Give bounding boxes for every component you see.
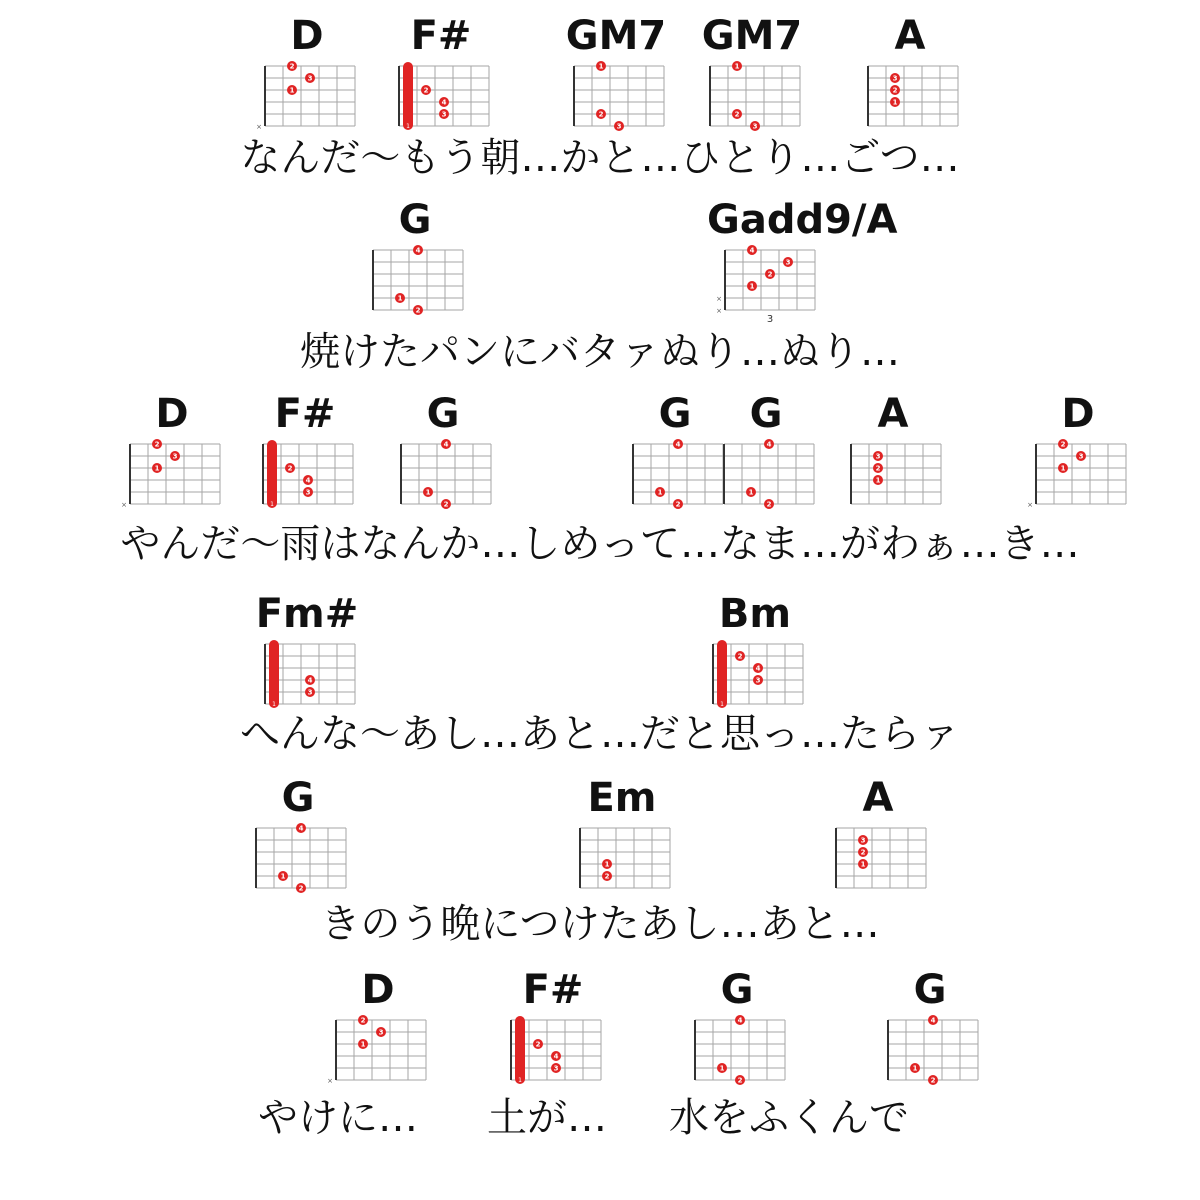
chord-name: D [1061,391,1095,437]
chord-name: GM7 [565,13,667,59]
mute-mark: × [1027,501,1033,509]
lyric-line: やんだ〜雨はなんか…しめって…なま…がわぁ…き… [120,521,1080,567]
chord-name: G [720,967,754,1013]
finger-label: 3 [755,676,761,685]
finger-label: 3 [441,110,447,119]
finger-label: 2 [737,1076,743,1085]
finger-label: 1 [360,1040,366,1049]
chord-D [247,14,367,132]
chord-diagram [566,62,666,132]
finger-label: 4 [749,246,755,255]
finger-label: 4 [307,676,313,685]
lyric-line: 焼けたパンにバタァぬり…ぬり… [300,329,900,375]
finger-label: 1 [598,62,604,71]
fret-number-label: 3 [766,314,774,325]
finger-label: 3 [1078,452,1084,461]
finger-label: 1 [657,488,663,497]
chord-diagram [255,440,355,510]
chord-diagram [122,440,222,510]
mute-mark: × [256,123,262,131]
finger-label: 1 [892,98,898,107]
chord-diagram [843,440,943,510]
chord-diagram [1028,440,1128,510]
chord-G [706,392,826,510]
chord-name: F# [410,13,472,59]
chord-diagram [503,1016,603,1086]
finger-label: 2 [289,62,295,71]
chord-diagram [716,440,816,510]
chord-D [318,968,438,1086]
finger-label: 3 [553,1064,559,1073]
finger-label: 2 [767,270,773,279]
finger-label: 2 [360,1016,366,1025]
chord-name: F# [522,967,584,1013]
finger-label: 1 [860,860,866,869]
barre-finger-label: 1 [518,1077,522,1084]
finger-label: 4 [755,664,761,673]
chord-name: Fm# [255,591,359,637]
finger-label: 2 [860,848,866,857]
chord-name: D [155,391,189,437]
chord-diagram [572,824,672,894]
lyric-line: へんな〜あし…あと…だと思っ…たらァ [240,711,960,757]
chord-Fsharp [493,968,613,1086]
barre-finger-label: 1 [720,701,724,708]
chord-name: G [426,391,460,437]
lyric-segment: 土が… [487,1095,607,1141]
chord-diagram [257,640,357,710]
chord-diagram [860,62,960,132]
finger-label: 3 [785,258,791,267]
chord-G [355,198,475,316]
chord-Bm [695,592,815,710]
finger-label: 3 [752,122,758,131]
barre-bar [515,1016,525,1084]
mute-mark: × [327,1077,333,1085]
finger-label: 1 [280,872,286,881]
chord-diagram [687,1016,787,1086]
barre-finger-label: 1 [272,701,276,708]
finger-label: 3 [307,74,313,83]
finger-label: 1 [289,86,295,95]
finger-label: 1 [154,464,160,473]
chord-diagram [328,1016,428,1086]
finger-label: 2 [287,464,293,473]
finger-label: 4 [930,1016,936,1025]
finger-label: 2 [443,500,449,509]
chord-Fsharp [381,14,501,132]
chord-D [1018,392,1138,510]
chord-diagram [393,440,493,510]
finger-label: 1 [749,282,755,291]
finger-label: 3 [307,688,313,697]
chord-diagram [391,62,491,132]
finger-label: 2 [1060,440,1066,449]
barre-finger-label: 1 [270,501,274,508]
finger-label: 1 [719,1064,725,1073]
finger-label: 3 [172,452,178,461]
finger-label: 1 [875,476,881,485]
lyric-line: なんだ〜もう朝…かと…ひとり…ごつ… [240,135,960,181]
finger-label: 2 [415,306,421,315]
chord-Fsharp [245,392,365,510]
finger-label: 2 [930,1076,936,1085]
lyric-segment: やけに… [258,1095,418,1141]
finger-label: 1 [425,488,431,497]
finger-label: 2 [535,1040,541,1049]
chord-name: Bm [718,591,792,637]
finger-label: 1 [397,294,403,303]
chord-name: G [913,967,947,1013]
chord-G [870,968,990,1086]
finger-label: 2 [423,86,429,95]
finger-label: 4 [443,440,449,449]
finger-label: 1 [1060,464,1066,473]
chord-diagram [828,824,928,894]
finger-label: 2 [875,464,881,473]
chord-A [833,392,953,510]
chord-G [238,776,358,894]
mute-mark: × [716,295,722,303]
chord-Gadd9A [707,197,898,326]
finger-label: 2 [598,110,604,119]
chord-A [818,776,938,894]
barre-bar [403,62,413,130]
barre-finger-label: 1 [406,123,410,130]
chord-name: GM7 [701,13,803,59]
finger-label: 2 [675,500,681,509]
finger-label: 2 [892,86,898,95]
chord-diagram [705,640,805,710]
finger-label: 2 [604,872,610,881]
finger-label: 4 [305,476,311,485]
finger-label: 1 [912,1064,918,1073]
finger-label: 1 [748,488,754,497]
chord-Em [562,776,682,894]
chord-diagram [880,1016,980,1086]
chord-diagram [702,62,802,132]
chord-GM7 [692,14,812,132]
chord-diagram [365,246,465,316]
chord-A [850,14,970,132]
chord-diagram [248,824,348,894]
mute-mark: × [121,501,127,509]
chord-name: G [398,197,432,243]
chord-name: G [658,391,692,437]
finger-label: 2 [734,110,740,119]
chord-diagram [717,246,817,326]
chord-name: Gadd9/A [707,197,898,243]
finger-label: 4 [553,1052,559,1061]
finger-label: 3 [875,452,881,461]
finger-label: 2 [298,884,304,893]
chord-GM7 [556,14,676,132]
finger-label: 3 [378,1028,384,1037]
chord-name: D [290,13,324,59]
finger-label: 3 [892,74,898,83]
chord-name: Em [587,775,657,821]
finger-label: 4 [675,440,681,449]
chord-name: A [862,775,894,821]
finger-label: 4 [737,1016,743,1025]
barre-bar [717,640,727,708]
chord-Fmsharp [247,592,367,710]
chord-G [677,968,797,1086]
finger-label: 4 [441,98,447,107]
finger-label: 4 [766,440,772,449]
finger-label: 2 [766,500,772,509]
finger-label: 2 [737,652,743,661]
finger-label: 1 [734,62,740,71]
chord-name: F# [274,391,336,437]
finger-label: 3 [616,122,622,131]
finger-label: 1 [604,860,610,869]
chord-name: G [749,391,783,437]
barre-bar [267,440,277,508]
mute-mark: × [716,307,722,315]
chord-diagram [257,62,357,132]
finger-label: 4 [415,246,421,255]
finger-label: 2 [154,440,160,449]
chord-name: D [361,967,395,1013]
barre-bar [269,640,279,708]
lyric-line: きのう晩につけたあし…あと… [320,901,880,947]
chord-name: A [877,391,909,437]
finger-label: 3 [305,488,311,497]
finger-label: 3 [860,836,866,845]
chord-D [112,392,232,510]
chord-G [383,392,503,510]
chord-name: G [281,775,315,821]
chord-name: A [894,13,926,59]
lyric-segment: 水をふくんで [669,1095,909,1141]
finger-label: 4 [298,824,304,833]
